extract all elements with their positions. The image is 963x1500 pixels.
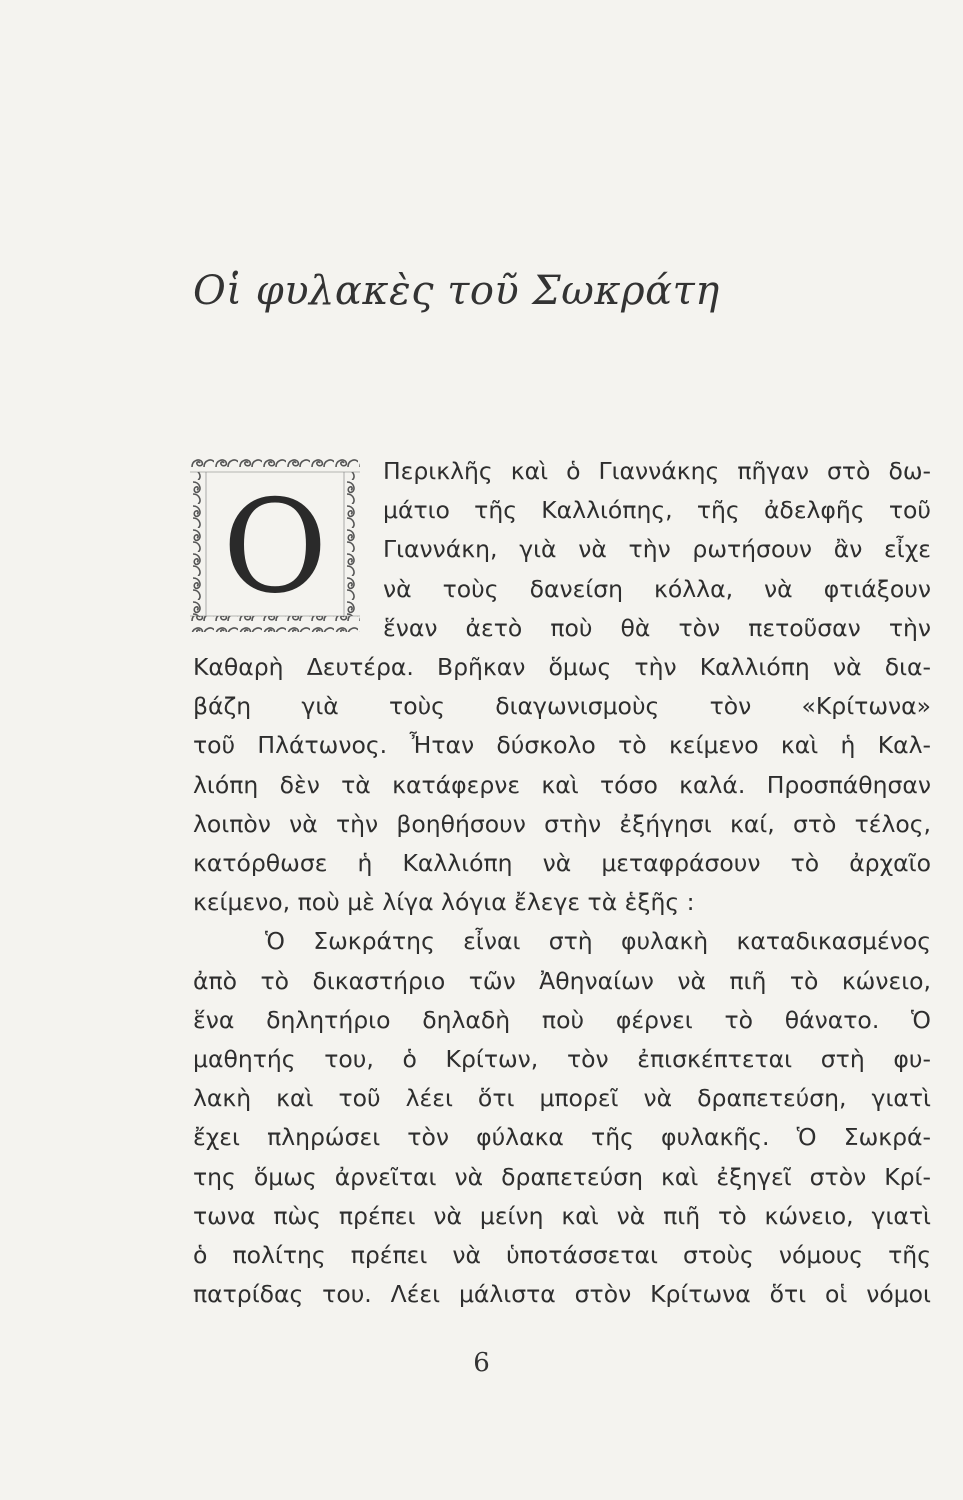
- text-line: λοιπὸν νὰ τὴν βοηθήσουν στὴν ἐξήγησι καί, στὸ τέλος,: [193, 810, 931, 838]
- text-line: μαθητής του, ὁ Κρίτων, τὸν ἐπισκέπτεται στὴ φυ-: [193, 1045, 931, 1073]
- text-line: ἀπὸ τὸ δικαστήριο τῶν Ἀθηναίων νὰ πιῆ τὸ κώνειο,: [193, 967, 931, 995]
- text-line: ἕναν ἀετὸ ποὺ θὰ τὸν πετοῦσαν τὴν: [383, 614, 931, 642]
- text-line: νὰ τοὺς δανείση κόλλα, νὰ φτιάξουν: [383, 575, 931, 603]
- text-line: ἔχει πληρώσει τὸν φύλακα τῆς φυλακῆς. Ὁ Σωκρά-: [193, 1123, 931, 1151]
- text-line: τωνα πὼς πρέπει νὰ μείνη καὶ νὰ πιῆ τὸ κώνειο, γιατὶ: [193, 1202, 931, 1230]
- text-line: Περικλῆς καὶ ὁ Γιαννάκης πῆγαν στὸ δω-: [383, 457, 931, 485]
- text-line: ὁ πολίτης πρέπει νὰ ὑποτάσσεται στοὺς νόμους τῆς: [193, 1241, 931, 1269]
- text-line: ἕνα δηλητήριο δηλαδὴ ποὺ φέρνει τὸ θάνατο. Ὁ: [193, 1006, 931, 1034]
- text-line: Καθαρὴ Δευτέρα. Βρῆκαν ὅμως τὴν Καλλιόπη νὰ δια-: [193, 653, 931, 681]
- text-line: λιόπη δὲν τὰ κατάφερνε καὶ τόσο καλά. Προσπάθησαν: [193, 771, 931, 799]
- text-line: πατρίδας του. Λέει μάλιστα στὸν Κρίτωνα ὅτι οἱ νόμοι: [193, 1280, 931, 1308]
- text-line: της ὅμως ἀρνεῖται νὰ δραπετεύση καὶ ἐξηγεῖ στὸν Κρί-: [193, 1163, 931, 1191]
- drop-cap-letter: Ο: [222, 473, 328, 622]
- text-line: λακὴ καὶ τοῦ λέει ὅτι μπορεῖ νὰ δραπετεύση, γιατὶ: [193, 1084, 931, 1112]
- page-number: 6: [473, 1348, 490, 1378]
- text-line: Ὁ Σωκράτης εἶναι στὴ φυλακὴ καταδικασμένος: [265, 927, 931, 955]
- text-line: μάτιο τῆς Καλλιόπης, τῆς ἀδελφῆς τοῦ: [383, 496, 931, 524]
- text-line: τοῦ Πλάτωνος. Ἦταν δύσκολο τὸ κείμενο καὶ ἡ Καλ-: [193, 731, 931, 759]
- text-line: κείμενο, ποὺ μὲ λίγα λόγια ἔλεγε τὰ ἑξῆς :: [193, 888, 695, 916]
- chapter-title: Οἱ φυλακὲς τοῦ Σωκράτη: [193, 268, 720, 314]
- text-line: κατόρθωσε ἡ Καλλιόπη νὰ μεταφράσουν τὸ ἀρχαῖο: [193, 849, 931, 877]
- text-line: Γιαννάκη, γιὰ νὰ τὴν ρωτήσουν ἂν εἶχε: [383, 535, 931, 563]
- text-line: βάζη γιὰ τοὺς διαγωνισμοὺς τὸν «Κρίτωνα»: [193, 692, 931, 720]
